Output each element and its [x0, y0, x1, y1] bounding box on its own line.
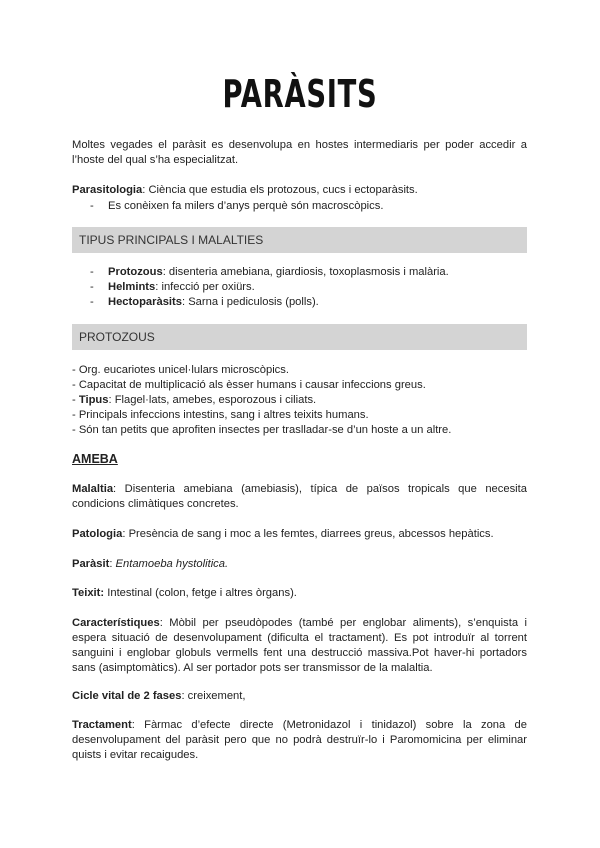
- item-text: : Sarna i pediculosis (polls).: [182, 296, 319, 308]
- intro-paragraph: Moltes vegades el paràsit es desenvolupa en hostes intermediaris per poder accedir a l’hoste del qual s’ha especialitzat.: [72, 139, 527, 166]
- field-text: Entamoeba hystolitica.: [115, 558, 229, 570]
- protozous-line: [72, 408, 527, 423]
- section-heading-protozous-label: PROTOZOUS: [79, 330, 155, 344]
- section-heading-tipus: [72, 227, 527, 253]
- item-text: : infecció per oxiürs.: [155, 281, 255, 293]
- section-heading-tipus-label: TIPUS PRINCIPALS I MALALTIES: [79, 233, 264, 247]
- ameba-caracteristiques: [72, 616, 527, 676]
- dash-bullet: -: [90, 200, 94, 212]
- line-bold: Tipus: [78, 394, 109, 406]
- ameba-heading: AMEBA: [72, 452, 118, 466]
- list-item-protozous: [108, 265, 528, 280]
- ameba-teixit: [72, 586, 527, 601]
- field-term: Paràsit: [72, 558, 110, 570]
- item-term: Helmints: [108, 281, 156, 293]
- line-text: - Principals infeccions intestins, sang i altres teixits humans.: [72, 409, 369, 421]
- ameba-parasit: [72, 557, 527, 572]
- line-text: - Org. eucariotes unicel·lulars microscòpics.: [72, 364, 289, 376]
- field-text: : Presència de sang i moc a les femtes, diarrees greus, abcessos hepàtics.: [122, 528, 494, 540]
- parasitologia-text: : Ciència que estudia els protozous, cucs i ectoparàsits.: [142, 184, 418, 196]
- field-term: Teixit:: [72, 587, 105, 599]
- ameba-tractament: [72, 718, 527, 763]
- protozous-line: [72, 363, 527, 378]
- ameba-malaltia: [72, 482, 527, 512]
- parasitologia-term: Parasitologia: [72, 184, 143, 196]
- field-text: : Mòbil per pseudòpodes (també per englobar aliments), s’enquista i espera situació de desenvolupament (dificulta el tractament). Es pot introduïr al torrent sanguini i englobar globuls vermells fent una destrucció massiva.Pot haver-hi portadors sans (asimptomàtics). Al ser portador pots ser transmissor de la malaltia.: [72, 617, 527, 674]
- field-term: Patologia: [72, 528, 123, 540]
- line-text: -: [72, 394, 79, 406]
- line-text: : Flagel·lats, amebes, esporozous i ciliats.: [108, 394, 317, 406]
- field-sep: :: [109, 558, 116, 570]
- field-term: Cicle vital de 2 fases: [72, 690, 182, 702]
- dash-bullet: -: [90, 296, 94, 308]
- parasitologia-bullet: Es conèixen fa milers d’anys perquè són macroscòpics.: [108, 200, 384, 212]
- line-text: - Són tan petits que aprofiten insectes per traslladar-se d’un hoste a un altre.: [72, 424, 452, 436]
- protozous-line: [72, 423, 527, 438]
- ameba-patologia: [72, 527, 527, 542]
- field-text: : Disenteria amebiana (amebiasis), típica de països tropicals que necesita condicions climàtiques concretes.: [72, 483, 527, 510]
- page-title: PARÀSITS: [222, 72, 378, 116]
- list-item-hectoparasits: [108, 295, 528, 310]
- field-text: : creixement,: [181, 690, 246, 702]
- parasitologia-definition: [72, 183, 527, 198]
- field-term: Tractament: [72, 719, 132, 731]
- line-text: - Capacitat de multiplicació als èsser humans i causar infeccions greus.: [72, 379, 426, 391]
- section-heading-protozous: [72, 324, 527, 350]
- field-term: Malaltia: [72, 483, 114, 495]
- item-text: : disenteria amebiana, giardiosis, toxoplasmosis i malària.: [162, 266, 449, 278]
- dash-bullet: -: [90, 266, 94, 278]
- item-term: Hectoparàsits: [108, 296, 182, 308]
- protozous-line: [72, 378, 527, 393]
- item-term: Protozous: [108, 266, 163, 278]
- field-text: Intestinal (colon, fetge i altres òrgans).: [104, 587, 297, 599]
- field-term: Característiques: [72, 617, 160, 629]
- protozous-line: [72, 393, 527, 408]
- list-item-helmints: [108, 280, 528, 295]
- dash-bullet: -: [90, 281, 94, 293]
- ameba-cicle: [72, 689, 527, 704]
- field-text: : Fàrmac d’efecte directe (Metronidazol i tinidazol) sobre la zona de desenvolupament del paràsit pero que no podrà destruïr-lo i Paromomicina per eliminar quists i evitar recaigudes.: [72, 719, 527, 761]
